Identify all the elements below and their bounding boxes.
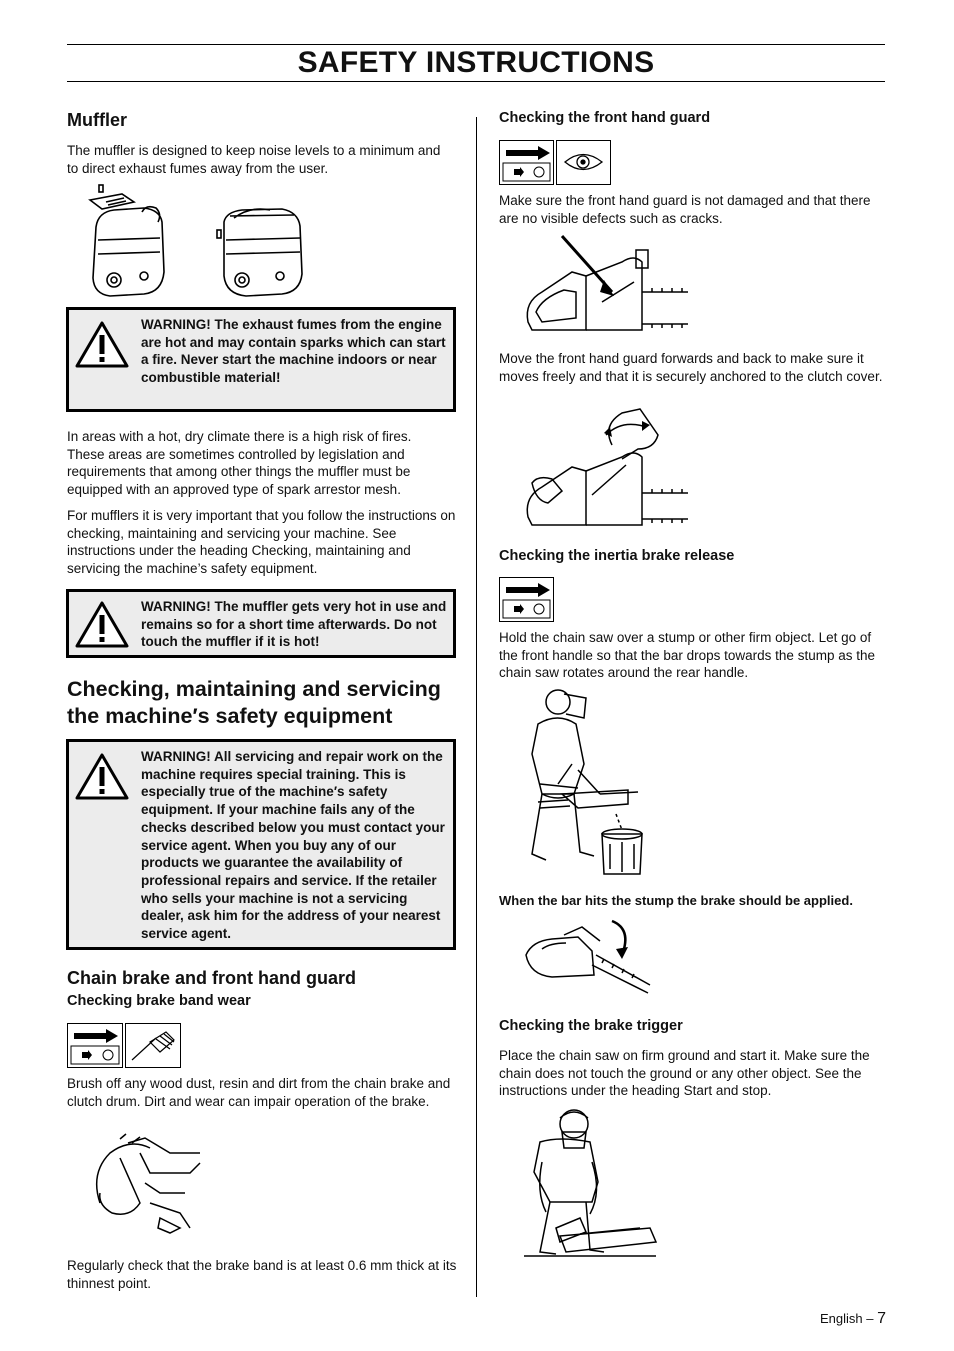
brake-band-heading: Checking brake band wear	[67, 993, 251, 1009]
top-rule	[67, 44, 885, 45]
arrow-stop-icon-box	[67, 1023, 123, 1068]
brake-band-illustration	[90, 1133, 215, 1243]
front-guard-text1: Make sure the front hand guard is not damaged and that there are no visible defects such as cracks.	[499, 193, 871, 226]
warning-box-muffler-hot	[66, 589, 456, 658]
brake-band-thickness-text: Regularly check that the brake band is at least 0.6 mm thick at its thinnest point.	[67, 1258, 457, 1291]
brake-trigger-heading: Checking the brake trigger	[499, 1018, 683, 1034]
warning-box-exhaust	[66, 307, 456, 412]
page-footer	[820, 1310, 886, 1328]
page-title: SAFETY INSTRUCTIONS	[297, 46, 655, 79]
arrow-stop-icon-box	[499, 577, 554, 622]
warning-text: WARNING! The exhaust fumes from the engine are hot and may contain sparks which can start a fire. Never start the machine indoors or near combustible material!	[141, 317, 446, 386]
inertia-text: Hold the chain saw over a stump or other firm object. Let go of the front handle so that the bar drops towards the stump as the chain saw rotates around the rear handle.	[499, 630, 875, 680]
front-guard-movement-illustration	[522, 405, 692, 530]
front-guard-heading: Checking the front hand guard	[499, 110, 711, 126]
warning-triangle-icon	[75, 600, 129, 648]
brake-trigger-illustration	[520, 1102, 660, 1260]
inertia-brake-illustration	[518, 684, 643, 876]
page-number: 7	[877, 1310, 886, 1327]
warning-triangle-icon	[75, 752, 129, 800]
safety-equipment-heading: Checking, maintaining and servicing the machine′s safety equipment	[67, 677, 441, 728]
brake-applied-illustration	[522, 915, 652, 1000]
arrow-stop-icon-box	[499, 140, 554, 185]
stump-caption: When the bar hits the stump the brake should be applied.	[499, 893, 853, 908]
brake-trigger-text: Place the chain saw on firm ground and start it. Make sure the chain does not touch the ground or any other object. See the instructions under the heading Start and stop.	[499, 1048, 870, 1098]
muffler-heading: Muffler	[67, 110, 127, 130]
column-divider	[476, 117, 477, 1297]
stop-icon	[103, 1050, 113, 1060]
warning-triangle-icon	[75, 320, 129, 368]
footer-language: English	[819, 1311, 863, 1326]
arrow-icon	[82, 1050, 92, 1060]
brush-icon	[125, 1023, 181, 1068]
inertia-heading: Checking the inertia brake release	[499, 548, 735, 564]
chain-brake-heading: Chain brake and front hand guard	[67, 968, 357, 988]
eye-icon	[556, 140, 611, 185]
title-rule	[67, 81, 885, 82]
mufflers-text: For mufflers it is very important that you follow the instructions on checking, maintaining and servicing your machine. See instructions under the heading Checking, maintaining and servicing the machine’s safety equipment.	[67, 508, 456, 576]
brake-band-text: Brush off any wood dust, resin and dirt from the chain brake and clutch drum. Dirt and wear can impair operation of the brake.	[67, 1076, 451, 1109]
muffler-text: The muffler is designed to keep noise levels to a minimum and to direct exhaust fumes away from the user.	[67, 143, 441, 176]
warning-text: WARNING! The muffler gets very hot in use and remains so for a short time afterwards. Do not touch the muffler if it is hot!	[141, 599, 447, 650]
muffler-illustration	[84, 182, 314, 302]
front-guard-text2: Move the front hand guard forwards and back to make sure it moves freely and that it is securely anchored to the clutch cover.	[499, 351, 883, 384]
warning-text: WARNING! All servicing and repair work on the machine requires special training. This is especially true of the machine′s safety equipment. If your machine fails any of the checks described below you must contact your service agent. When you buy any of our products we guarantee the availability of professional repairs and service. If the retailer who sells your machine is not a servicing dealer, ask him for the address of your nearest service agent.	[141, 749, 445, 942]
front-guard-illustration	[522, 232, 692, 334]
hot-climate-text: In areas with a hot, dry climate there is a high risk of fires. These areas are sometimes controlled by legislation and requirements that among other things the muffler must be equipped with an approved type of spark arrestor mesh.	[67, 429, 412, 497]
warning-box-servicing	[66, 739, 456, 950]
footer-separator: –	[866, 1311, 874, 1326]
